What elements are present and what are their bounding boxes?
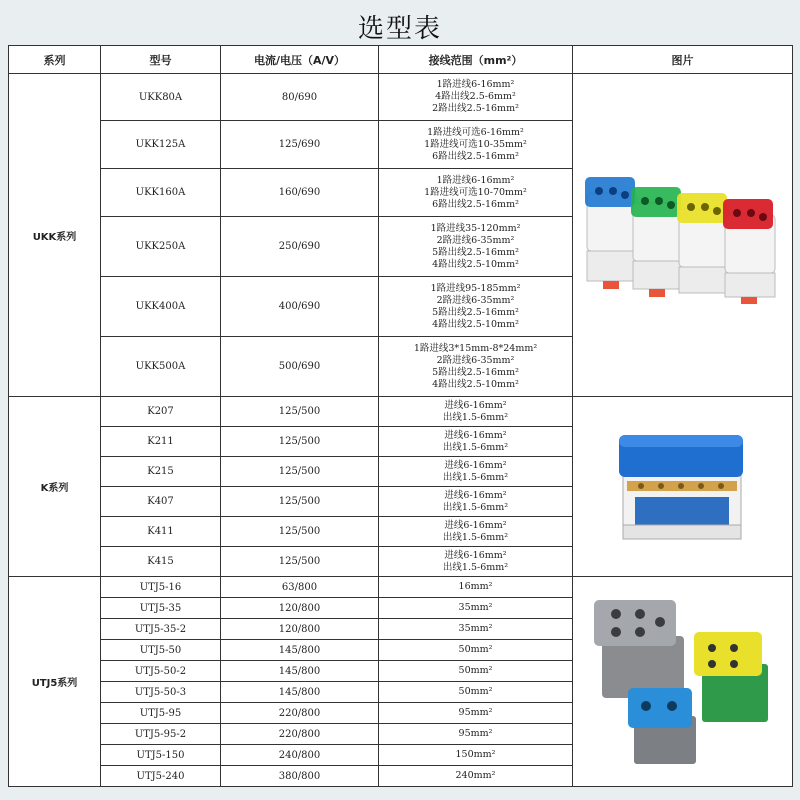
- rating-cell: 145/800: [221, 661, 379, 682]
- wiring-line: 1路进线35-120mm²: [430, 222, 521, 234]
- wiring-line: 进线6-16mm²: [444, 549, 507, 561]
- ukk-block-red: [723, 199, 775, 304]
- header-picture: 图片: [573, 46, 793, 74]
- series-cell-k: K系列: [9, 397, 101, 577]
- wiring-line: 进线6-16mm²: [444, 489, 507, 501]
- wiring-cell: 50mm²: [379, 682, 573, 703]
- wiring-cell: [379, 217, 573, 277]
- rating-cell: 240/800: [221, 745, 379, 766]
- rating-cell: 120/800: [221, 619, 379, 640]
- rating-cell: 125/500: [221, 397, 379, 427]
- wiring-cell: [379, 517, 573, 547]
- rating-cell: 400/690: [221, 277, 379, 337]
- utj5-product-image: [573, 577, 793, 787]
- model-cell: UTJ5-35: [101, 598, 221, 619]
- model-cell: UKK250A: [101, 217, 221, 277]
- utj5-block-blue: [628, 688, 696, 764]
- wiring-cell: [379, 457, 573, 487]
- wiring-line: 4路出线2.5-10mm²: [432, 318, 519, 330]
- wiring-cell: 35mm²: [379, 619, 573, 640]
- wiring-line: 5路出线2.5-16mm²: [432, 366, 519, 378]
- ukk-product-image: [573, 74, 793, 397]
- model-cell: UTJ5-50: [101, 640, 221, 661]
- rating-cell: 380/800: [221, 766, 379, 787]
- wiring-cell: [379, 547, 573, 577]
- wiring-line: 1路进线可选6-16mm²: [427, 126, 524, 138]
- header-series: 系列: [9, 46, 101, 74]
- table-row: [9, 74, 793, 121]
- wiring-line: 4路出线2.5-10mm²: [432, 258, 519, 270]
- wiring-line: 出线1.5-6mm²: [442, 471, 509, 483]
- rating-cell: 145/800: [221, 640, 379, 661]
- rating-cell: 125/500: [221, 487, 379, 517]
- model-cell: K407: [101, 487, 221, 517]
- model-cell: UTJ5-50-2: [101, 661, 221, 682]
- ukk-block-yellow: [677, 193, 729, 293]
- wiring-cell: [379, 397, 573, 427]
- wiring-cell: [379, 337, 573, 397]
- model-cell: UKK160A: [101, 169, 221, 217]
- rating-cell: 120/800: [221, 598, 379, 619]
- wiring-line: 进线6-16mm²: [444, 459, 507, 471]
- rating-cell: 220/800: [221, 703, 379, 724]
- wiring-line: 1路进线6-16mm²: [436, 174, 515, 186]
- rating-cell: 220/800: [221, 724, 379, 745]
- k-block-illustration: [613, 427, 753, 547]
- wiring-cell: 240mm²: [379, 766, 573, 787]
- rating-cell: 125/500: [221, 457, 379, 487]
- wiring-line: 2路出线2.5-16mm²: [432, 103, 519, 114]
- wiring-cell: 150mm²: [379, 745, 573, 766]
- rating-cell: 125/500: [221, 427, 379, 457]
- wiring-line: 2路进线6-35mm²: [436, 354, 515, 366]
- wiring-cell: 16mm²: [379, 577, 573, 598]
- table-row: [9, 397, 793, 427]
- model-cell: UTJ5-16: [101, 577, 221, 598]
- model-cell: K207: [101, 397, 221, 427]
- wiring-line: 5路出线2.5-16mm²: [432, 246, 519, 258]
- wiring-line: 4路出线2.5-6mm²: [435, 91, 516, 102]
- model-cell: UKK80A: [101, 74, 221, 121]
- wiring-cell: [379, 277, 573, 337]
- wiring-cell: 50mm²: [379, 640, 573, 661]
- model-cell: UTJ5-150: [101, 745, 221, 766]
- k-product-image: [573, 397, 793, 577]
- wiring-line: 4路出线2.5-10mm²: [432, 378, 519, 390]
- header-rating: 电流/电压（A/V）: [221, 46, 379, 74]
- table-row: [9, 577, 793, 598]
- wiring-line: 5路出线2.5-16mm²: [432, 306, 519, 318]
- wiring-cell: [379, 427, 573, 457]
- model-cell: UKK125A: [101, 121, 221, 169]
- wiring-line: 出线1.5-6mm²: [442, 441, 509, 453]
- model-cell: UTJ5-240: [101, 766, 221, 787]
- wiring-line: 1路进线可选10-35mm²: [424, 138, 527, 150]
- wiring-cell: 95mm²: [379, 724, 573, 745]
- model-cell: UTJ5-95: [101, 703, 221, 724]
- model-cell: UTJ5-95-2: [101, 724, 221, 745]
- wiring-line: 进线6-16mm²: [444, 429, 507, 441]
- wiring-line: 出线1.5-6mm²: [442, 411, 509, 423]
- wiring-line: 1路进线95-185mm²: [430, 282, 521, 294]
- wiring-line: 6路出线2.5-16mm²: [432, 198, 519, 210]
- page-title: 选型表: [357, 14, 442, 44]
- wiring-line: 2路进线6-35mm²: [436, 234, 515, 246]
- utj5-blocks-illustration: [588, 592, 778, 772]
- header-row: [9, 46, 793, 74]
- rating-cell: 63/800: [221, 577, 379, 598]
- wiring-line: 出线1.5-6mm²: [442, 501, 509, 513]
- rating-cell: 125/500: [221, 547, 379, 577]
- wiring-line: 2路进线6-35mm²: [436, 294, 515, 306]
- rating-cell: 125/690: [221, 121, 379, 169]
- wiring-cell: [379, 121, 573, 169]
- rating-cell: 80/690: [221, 74, 379, 121]
- model-cell: K415: [101, 547, 221, 577]
- series-cell-utj5: UTJ5系列: [9, 577, 101, 787]
- model-cell: UTJ5-35-2: [101, 619, 221, 640]
- rating-cell: 145/800: [221, 682, 379, 703]
- model-cell: K411: [101, 517, 221, 547]
- utj5-block-green-yellow: [694, 632, 768, 722]
- ukk-blocks-illustration: [583, 165, 783, 305]
- header-wiring: 接线范围（mm²）: [379, 46, 573, 74]
- wiring-cell: 50mm²: [379, 661, 573, 682]
- ukk-block-blue: [585, 177, 637, 289]
- utj5-block-gray: [594, 600, 684, 698]
- model-cell: K215: [101, 457, 221, 487]
- wiring-line: 1路进线可选10-70mm²: [424, 186, 527, 198]
- wiring-cell: 35mm²: [379, 598, 573, 619]
- wiring-cell: [379, 487, 573, 517]
- series-cell-ukk: UKK系列: [9, 74, 101, 397]
- wiring-cell: [379, 169, 573, 217]
- wiring-line: 出线1.5-6mm²: [442, 561, 509, 573]
- wiring-line: 1路进线3*15mm-8*24mm²: [413, 342, 538, 354]
- model-cell: UKK400A: [101, 277, 221, 337]
- selection-table: [8, 45, 793, 787]
- wiring-cell: 95mm²: [379, 703, 573, 724]
- wiring-line: 进线6-16mm²: [444, 399, 507, 411]
- rating-cell: 160/690: [221, 169, 379, 217]
- header-model: 型号: [101, 46, 221, 74]
- wiring-line: 6路出线2.5-16mm²: [432, 150, 519, 162]
- wiring-line: 进线6-16mm²: [444, 519, 507, 531]
- rating-cell: 500/690: [221, 337, 379, 397]
- model-cell: UTJ5-50-3: [101, 682, 221, 703]
- rating-cell: 125/500: [221, 517, 379, 547]
- rating-cell: 250/690: [221, 217, 379, 277]
- wiring-line: 1路进线6-16mm²: [436, 79, 515, 90]
- ukk-block-green: [631, 187, 683, 297]
- model-cell: UKK500A: [101, 337, 221, 397]
- wiring-cell: [379, 74, 573, 121]
- wiring-line: 出线1.5-6mm²: [442, 531, 509, 543]
- model-cell: K211: [101, 427, 221, 457]
